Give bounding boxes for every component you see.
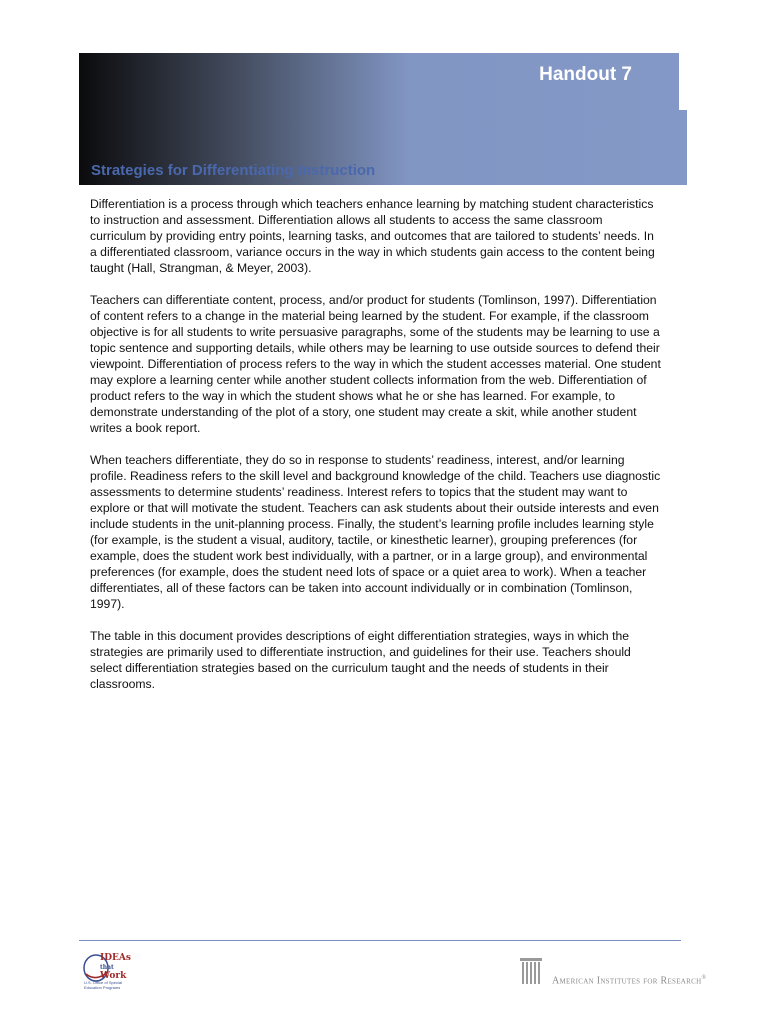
- ideas-word-2: that: [100, 964, 114, 971]
- paragraph-1: Differentiation is a process through which teachers enhance learning by matching student characteristics to instruction and assessment. Differentiation allows all students to access the same classroom curriculum by providing entry points, learning tasks, and outcomes that are tailored to students’ needs. In a differentiated classroom, variance occurs in the way in which students gain access to the content being taught (Hall, Strangman, & Meyer, 2003).: [90, 197, 655, 275]
- air-logo-wordmark: [552, 975, 706, 986]
- header-banner-notch: [679, 110, 687, 185]
- air-name: American Institutes for Research: [552, 975, 702, 987]
- paragraph-4: The table in this document provides descriptions of eight differentiation strategies, ways in which the strategies are primarily used to differentiate instruction, and guidelines for their use. Teachers should select differentiation strategies based on the curriculum taught and the needs of students in their classrooms.: [90, 629, 631, 691]
- air-registered-mark: ®: [701, 975, 707, 981]
- ideas-word-1: IDEAs: [100, 953, 131, 963]
- paragraph-3: When teachers differentiate, they do so in response to students’ readiness, interest, and/or learning profile. Readiness refers to the skill level and background knowledge of the child. Teachers use diagnostic assessments to determine students’ readiness. Interest refers to topics that the student may want to explore or that will motivate the student. Teachers can ask students about their outside interests and even include students in the unit-planning process. Finally, the student’s learning profile includes learning style (for example, is the student a visual, auditory, tactile, or kinesthetic learner), grouping preferences (for example, does the student work best individually, with a partner, or in a large group), and environmental preferences (for example, does the student need lots of space or a quiet area to work). When a teacher differentiates, all of these factors can be taken into account individually or in combination (Tomlinson, 1997).: [90, 453, 661, 611]
- handout-label: Handout 7: [539, 64, 632, 85]
- body-text: [90, 196, 662, 708]
- paragraph-2: Teachers can differentiate content, process, and/or product for students (Tomlinson, 1997). Differentiation of content refers to a change in the material being learned by the student. For example, if the classroom objective is for all students to write persuasive paragraphs, some of the students may be learning to use a topic sentence and supporting details, while others may be learning to use outside sources to defend their viewpoint. Differentiation of process refers to the way in which the student accesses material. One student may explore a learning center while another student collects information from the web. Differentiation of product refers to the way in which the student shows what he or she has learned. For example, to demonstrate understanding of the plot of a story, one student may create a skit, while another student writes a book report.: [90, 293, 661, 435]
- ideas-logo-wordmark: [100, 954, 131, 981]
- page-title: Strategies for Differentiating Instruction: [91, 162, 376, 179]
- ideas-logo-subtext: U.S. Office of Special Education Programs: [84, 980, 122, 990]
- footer-divider: [79, 940, 681, 941]
- air-logo-icon: [518, 956, 544, 986]
- ideas-word-3: Work: [100, 971, 127, 981]
